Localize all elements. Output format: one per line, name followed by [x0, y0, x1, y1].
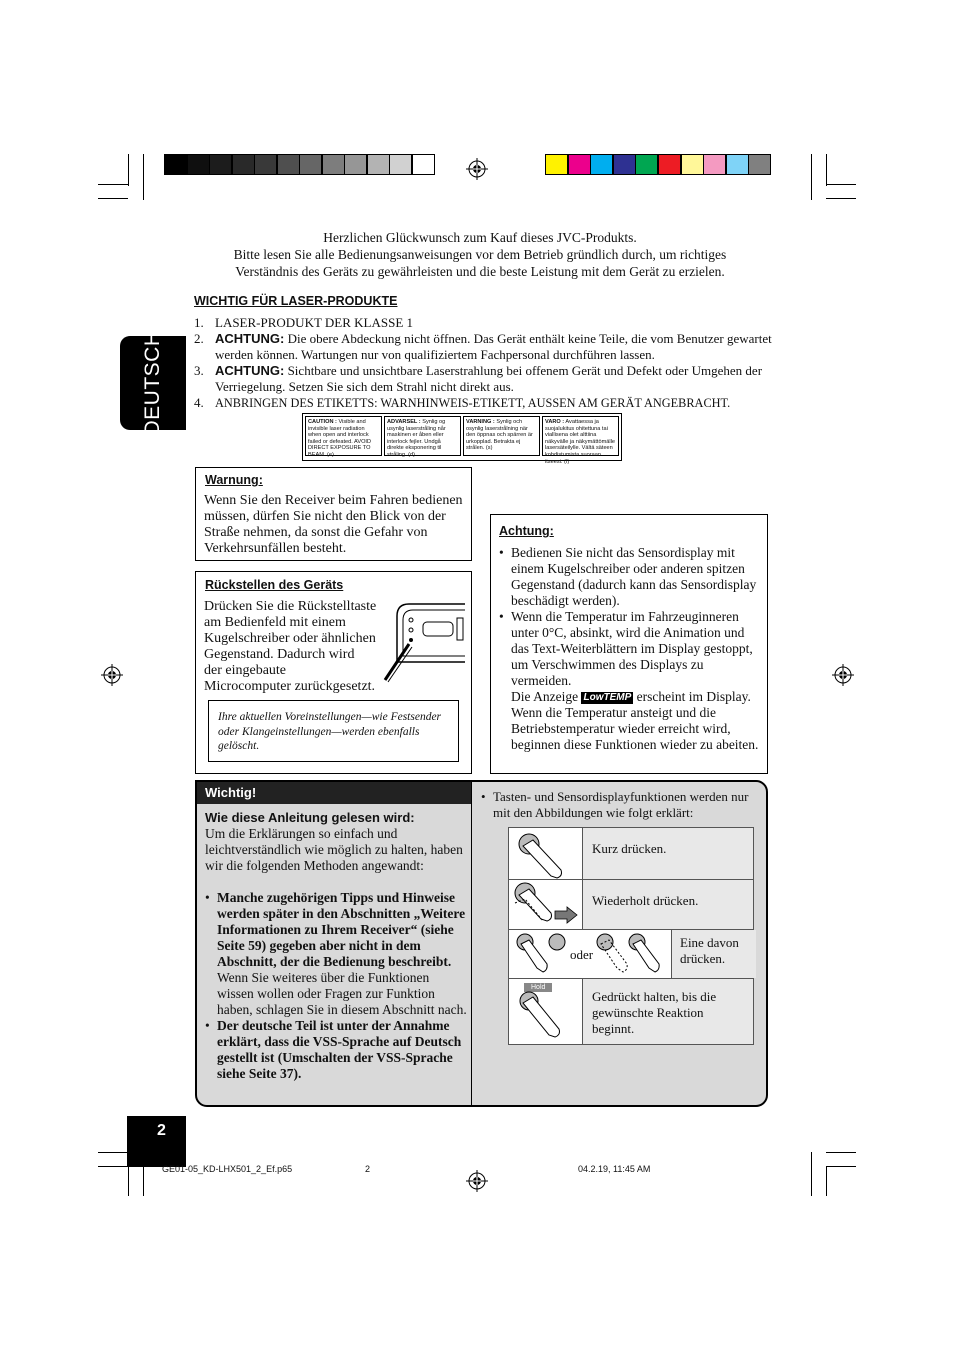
achtung-bullet: • Bedienen Sie nicht das Sensordisplay mit einem Kugelschreiber oder anderen spitzen Gegenstand (dadurch kann das Sensordisplay beschädigt werden). — [499, 545, 763, 609]
grayscale-swatch — [367, 154, 390, 175]
grayscale-swatch — [209, 154, 232, 175]
finger-hold-icon — [513, 991, 573, 1043]
color-swatch — [635, 154, 658, 175]
key-icon-cell — [509, 979, 583, 1044]
intro-line: Verständnis des Geräts zu gewährleisten und die beste Leistung mit dem Gerät zu erzielen. — [235, 264, 725, 279]
reset-line: Kugelschreiber oder ähnlichen — [204, 631, 376, 646]
finger-press-icon — [513, 830, 573, 880]
reset-note-box — [208, 700, 459, 762]
item-number: 2. — [194, 331, 204, 346]
reset-box — [195, 571, 472, 774]
reset-line: der eingebaute — [204, 663, 287, 678]
intro-line: Herzlichen Glückwunsch zum Kauf dieses JVC-Produkts. — [323, 230, 637, 245]
key-row-either — [508, 929, 754, 979]
warnung-heading: Warnung: — [205, 473, 263, 487]
reset-line: Drücken Sie die Rückstelltaste — [204, 599, 377, 614]
language-tab — [120, 330, 186, 436]
warnung-box — [195, 467, 472, 561]
label-title: CAUTION : — [308, 419, 337, 425]
page-number-tab — [127, 1116, 186, 1167]
color-swatch — [545, 154, 568, 175]
reset-heading: Rückstellen des Geräts — [205, 578, 344, 592]
reset-button-illustration-icon — [381, 600, 467, 684]
item-body: Sichtbare und unsichtbare Laserstrahlung bei offenem Gerät und Defekt oder Umgehen der Verriegelung. Setzen Sie sich dem Strahl nicht direkt aus. — [215, 363, 763, 394]
label-code: (s) — [485, 445, 493, 452]
color-swatch — [726, 154, 749, 175]
footer-page: 2 — [365, 1164, 371, 1174]
laser-warning-label — [302, 413, 622, 465]
reset-line: am Bedienfeld mit einem — [204, 615, 346, 630]
key-row-repeat-press — [508, 879, 754, 930]
wichtig-panel — [195, 780, 768, 1107]
laser-list — [194, 315, 772, 411]
label-title: ADVARSEL : — [387, 419, 421, 425]
grayscale-swatch — [232, 154, 255, 175]
item-number: 4. — [194, 395, 204, 410]
item-text — [215, 331, 772, 363]
achtung-list — [499, 545, 763, 753]
key-desc: Wiederholt drücken. — [592, 893, 699, 908]
footer-datetime: 04.2.19, 11:45 AM — [578, 1164, 651, 1174]
label-panel-dk — [384, 416, 461, 456]
reset-line: Microcomputer zurückgesetzt. — [204, 679, 376, 694]
label-title: VARO : — [545, 419, 565, 425]
grayscale-swatch — [187, 154, 210, 175]
intro-text — [190, 229, 770, 280]
achtung-label: ACHTUNG: — [215, 363, 285, 378]
label-text: Synlig och osynlig laserstrålning när den öppnas och spärren är urkopplad. Betrakta ej strålen. — [466, 419, 533, 452]
label-panel-fi — [542, 416, 619, 465]
achtung-bullet-text: Wenn die Temperatur im Fahrzeuginneren unter 0°C, absinkt, wird die Animation und das Text-Weiterblättern im Display gestoppt, um Verschwimmen des Displays zu vermeiden. — [511, 609, 753, 688]
laser-item — [194, 395, 772, 411]
grayscale-swatch — [254, 154, 277, 175]
grayscale-swatch — [344, 154, 367, 175]
keys-intro: • Tasten- und Sensordisplayfunktionen werden nur mit den Abbildungen wie folgt erklärt: — [481, 789, 761, 821]
registration-mark-icon — [466, 1170, 488, 1192]
achtung-box — [490, 514, 768, 774]
anzeige-text: erscheint im Display. Wenn die Temperatur ansteigt und die Betriebstemperatur wieder erreicht wird, beginnen diese Funktionen wieder zu abeiten. — [511, 689, 759, 752]
registration-mark-icon — [466, 158, 488, 180]
wichtig-intro: Um die Erklärungen so einfach und leichtverständlich wie möglich zu halten, haben wir die folgenden Methoden angewandt: — [205, 826, 463, 873]
color-swatch — [613, 154, 636, 175]
label-code: (e) — [326, 451, 334, 458]
color-swatch — [681, 154, 704, 175]
footer-file: GE01-05_KD-LHX501_2_Ef.p65 — [162, 1164, 293, 1174]
key-row-hold — [508, 978, 754, 1045]
wichtig-bullet — [205, 1018, 467, 1082]
key-desc: Eine davon drücken. — [680, 935, 739, 966]
grayscale-swatch — [389, 154, 412, 175]
oder-text: oder — [570, 947, 594, 962]
color-swatch — [748, 154, 771, 175]
wichtig-left-column — [197, 782, 472, 1105]
laser-item — [194, 331, 772, 363]
hold-tag: Hold — [524, 983, 552, 992]
item-text: ANBRINGEN DES ETIKETTS: WARNHINWEIS-ETIKETT, AUSSEN AM GERÄT ANGEBRACHT. — [215, 396, 731, 410]
lowtemp-indicator: LowTEMP — [583, 691, 632, 703]
registration-mark-icon — [832, 664, 854, 686]
keys-intro-list — [481, 789, 761, 821]
grayscale-swatch — [412, 154, 435, 175]
item-number: 1. — [194, 315, 204, 330]
label-code: (d) — [408, 451, 415, 458]
wichtig-bullet — [205, 890, 467, 1018]
item-number: 3. — [194, 363, 204, 378]
achtung-heading: Achtung: — [499, 524, 554, 538]
page-number: 2 — [157, 1122, 166, 1139]
color-swatch — [590, 154, 613, 175]
label-panel-se — [463, 416, 540, 456]
label-code: (f) — [563, 458, 570, 465]
grayscale-swatch — [299, 154, 322, 175]
item-text — [215, 363, 772, 395]
anzeige-text: Die Anzeige — [511, 689, 582, 704]
finger-repeat-press-icon — [511, 881, 581, 929]
wichtig-subheading: Wie diese Anleitung gelesen wird: — [205, 810, 415, 825]
color-swatch — [568, 154, 591, 175]
key-icon-cell — [509, 880, 583, 929]
wichtig-bullet-text: Wenn Sie weiteres über die Funktionen wissen wollen oder Fragen zur Funktion haben, schlagen Sie in diesem Abschnitt nach. — [217, 970, 467, 1017]
reset-note: Ihre aktuellen Voreinstellungen—wie Festsender oder Klangeinstellungen—werden ebenfalls gelöscht. — [218, 711, 442, 752]
registration-mark-icon — [101, 664, 123, 686]
achtung-bullet — [499, 609, 763, 753]
key-desc-cell — [671, 930, 756, 978]
language-tab-label: DEUTSCH — [141, 330, 164, 436]
label-text: Visible and invisible laser radiation when open and interlock failed or defeated. AVOID DIRECT EXPOSURE TO BEAM. — [308, 419, 372, 458]
item-text: LASER-PRODUKT DER KLASSE 1 — [215, 315, 414, 330]
laser-item — [194, 315, 772, 331]
achtung-label: ACHTUNG: — [215, 331, 285, 346]
reset-line: Gegenstand. Dadurch wird — [204, 647, 355, 662]
grayscale-swatch — [277, 154, 300, 175]
wichtig-bullet-bold: Manche zugehörigen Tipps und Hinweise werden später in den Abschnitten „Weitere Informationen zu Ihrem Receiver“ (siehe Seite 59) gegeben aber nicht in dem Abschnitt, der die Bedienung beschreibt. — [217, 890, 466, 969]
intro-line: Bitte lesen Sie alle Bedienungsanweisungen vor dem Betrieb gründlich durch, um richtiges — [233, 247, 727, 262]
laser-heading: WICHTIG FÜR LASER-PRODUKTE — [194, 294, 398, 308]
wichtig-list — [205, 890, 467, 1082]
label-text: Avattaessa ja suojalukitus ohitettuna tai viallisena olet alttiina näkyvälle ja näkymättömälle lasersäteilylle. Vältä säteen kohdistumista suoraan itseesi. — [545, 419, 615, 465]
key-icon-cell — [509, 828, 583, 879]
label-panel-en — [305, 416, 382, 456]
grayscale-swatch — [322, 154, 345, 175]
laser-item — [194, 363, 772, 395]
label-text: Synlig og usynlig laserstråling når maskinen er åben eller interlock fejler. Undgå direkte eksponering til stråling. — [387, 419, 446, 458]
color-swatch — [658, 154, 681, 175]
color-swatch — [703, 154, 726, 175]
grayscale-swatch — [164, 154, 187, 175]
warnung-text: Wenn Sie den Receiver beim Fahren bedienen müssen, dürfen Sie nicht den Blick von der Straße nehmen, da sonst die Gefahr von Verkehrsunfällen besteht. — [204, 493, 463, 556]
label-title: VARNING : — [466, 419, 495, 425]
wichtig-bullet-bold: Der deutsche Teil ist unter der Annahme erklärt, dass die VSS-Sprache auf Deutsch gestellt ist (Umschalten der VSS-Sprache siehe Seite 37). — [217, 1018, 462, 1081]
key-row-short-press — [508, 827, 754, 880]
wichtig-header: Wichtig! — [197, 782, 471, 804]
key-desc: Kurz drücken. — [592, 841, 667, 856]
item-body: Die obere Abdeckung nicht öffnen. Das Gerät enthält keine Teile, die vom Benutzer gewartet werden können. Wartungen nur von qualifiziertem Fachpersonal durchführen lassen. — [215, 331, 772, 362]
key-desc: Gedrückt halten, bis die gewünschte Reaktion beginnt. — [592, 989, 717, 1036]
